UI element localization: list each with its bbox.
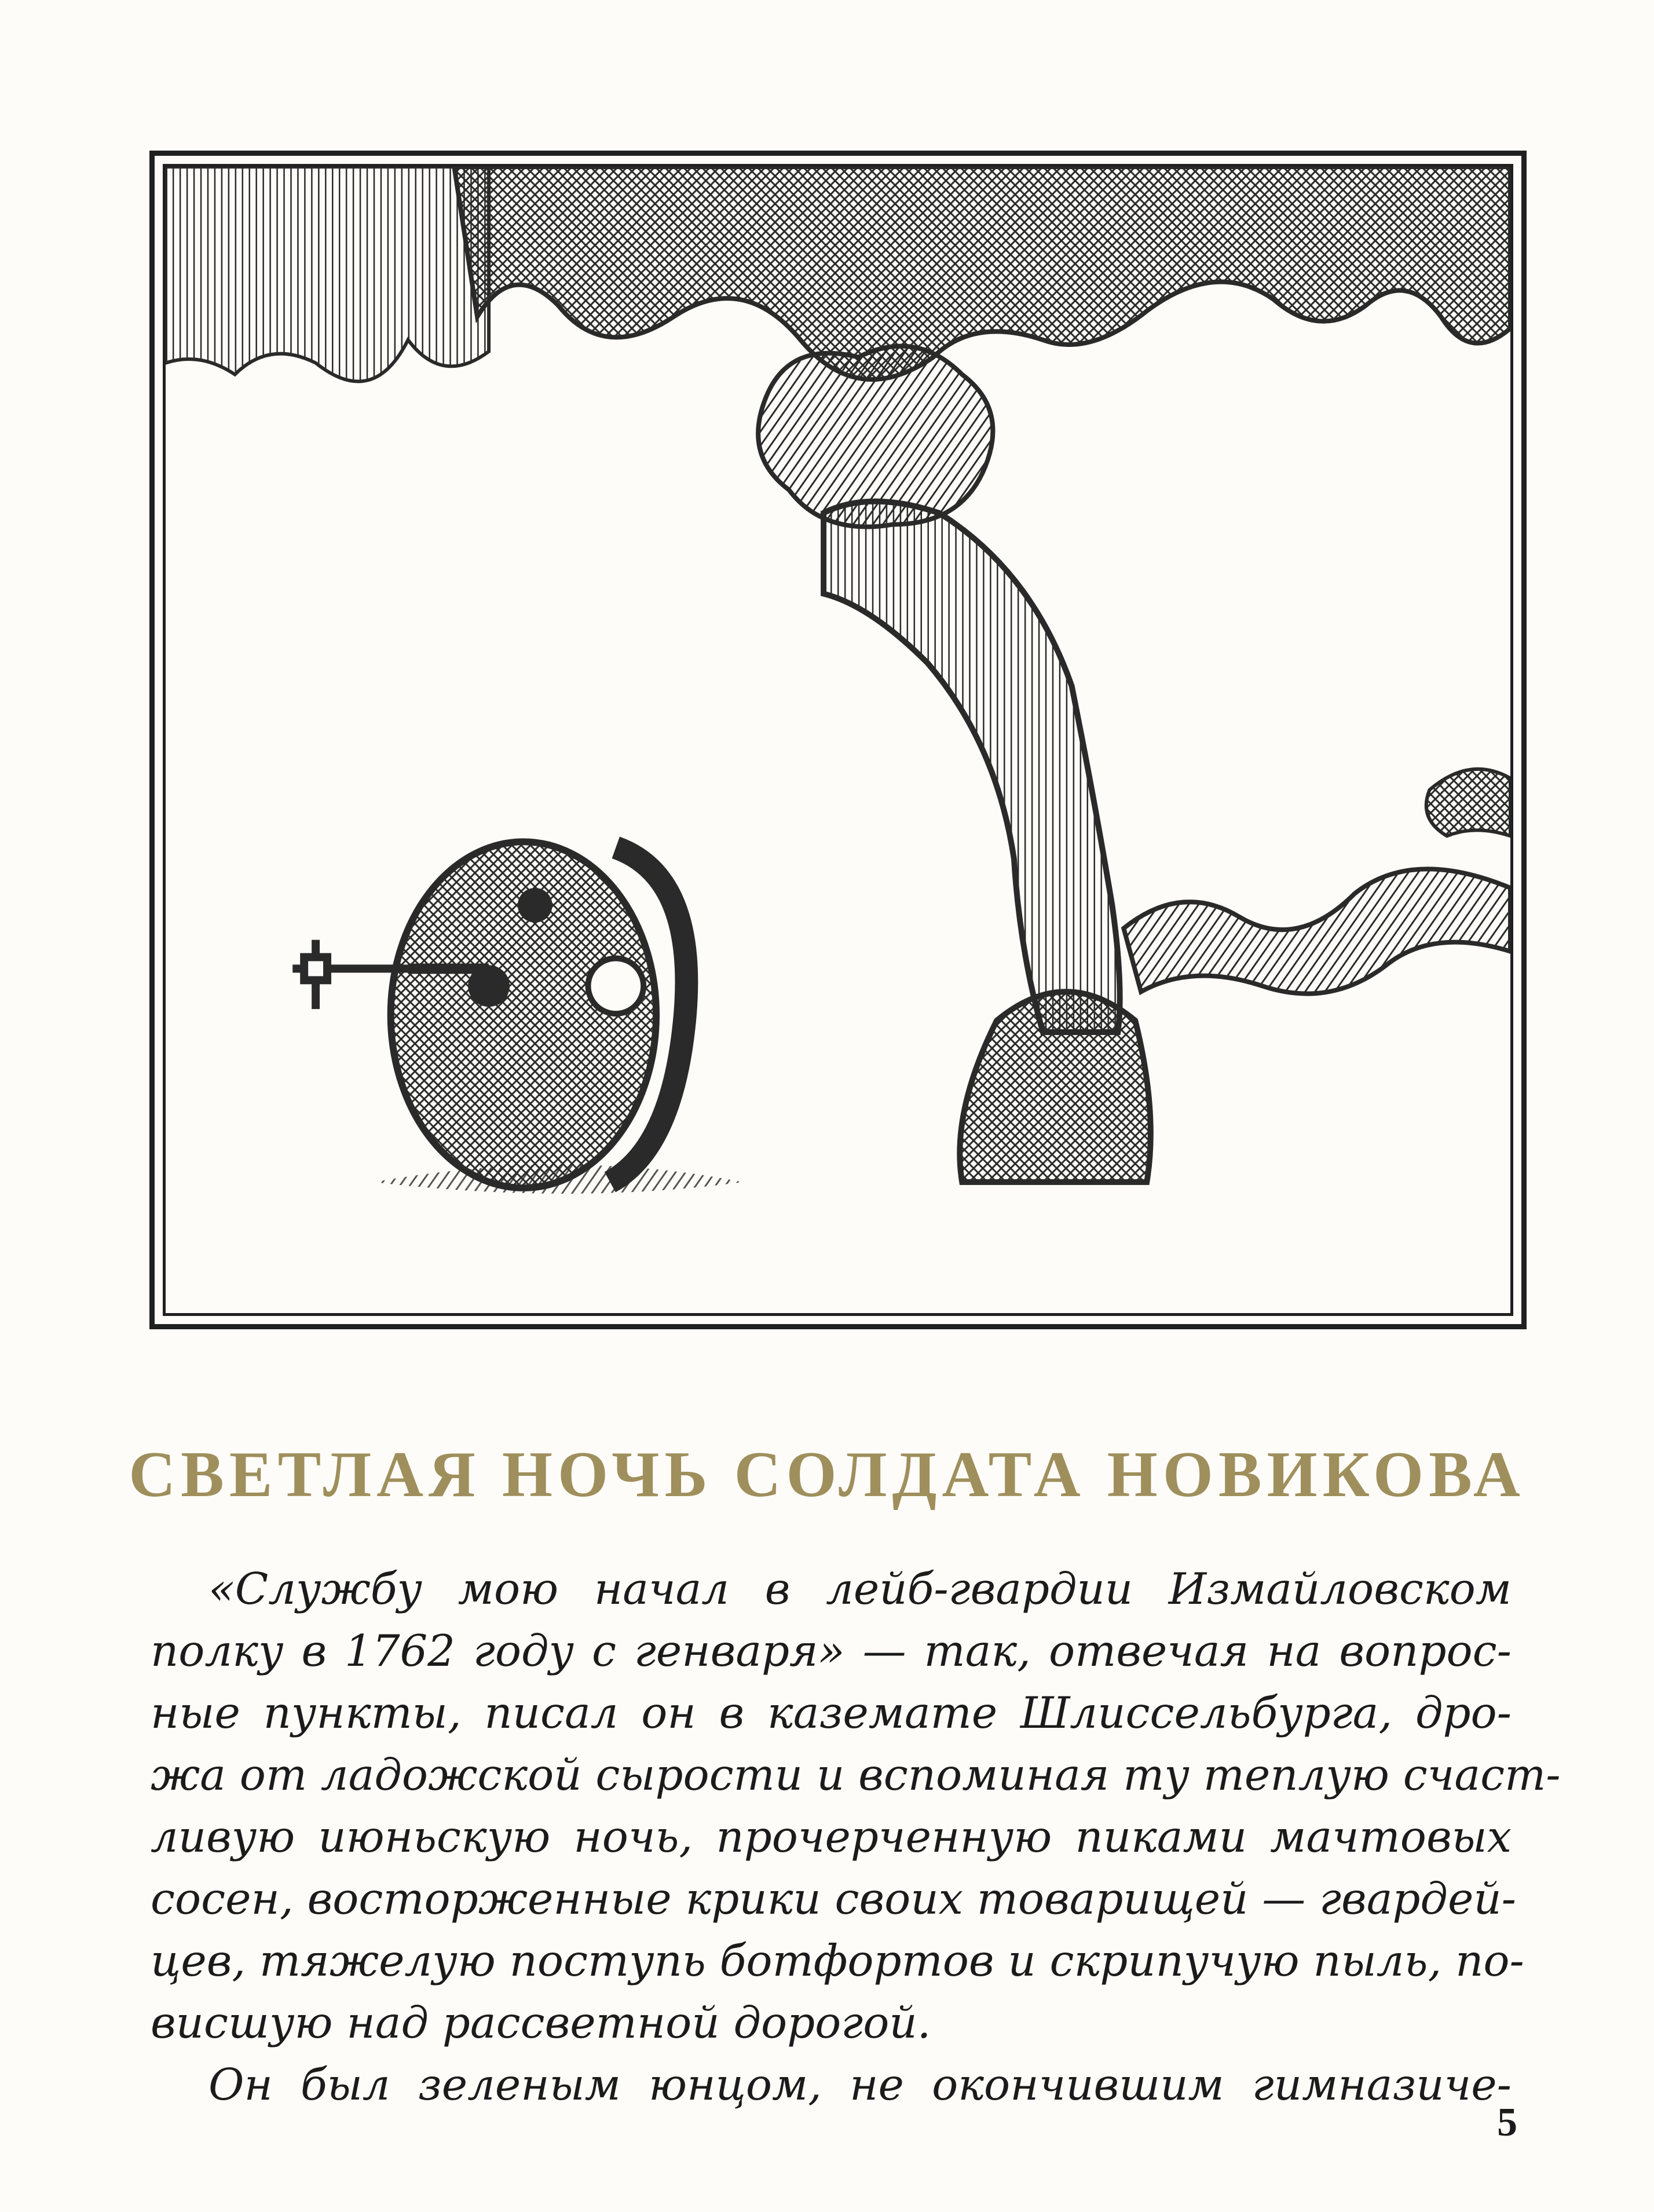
text-line: ливую июньскую ночь, прочерченную пиками мачтовых — [151, 1811, 1512, 1862]
crown-jewel-shape — [518, 888, 552, 923]
table-ornament-shape — [454, 167, 1510, 379]
text-line: полку в 1762 году с генваря» — так, отвечая на вопрос- — [151, 1625, 1512, 1676]
drapery-shape — [166, 167, 489, 382]
stretcher-shape — [1124, 869, 1510, 993]
body-text — [151, 1558, 1561, 2116]
text-line: ные пункты, писал он в каземате Шлиссельбурга, дро- — [151, 1687, 1512, 1738]
stretcher-scroll-shape — [1426, 769, 1510, 836]
table-foot-shape — [960, 992, 1151, 1182]
table-leg-shape — [824, 502, 1120, 1032]
engraving-illustration — [149, 151, 1527, 1329]
text-line: цев, тяжелую поступь ботфортов и скрипучую пыль, по- — [151, 1935, 1524, 1986]
engraving-inner-frame — [163, 164, 1513, 1316]
text-line: жа от ладожской сырости и вспоминая ту теплую счаст- — [151, 1749, 1561, 1800]
text-line: висшую над рассветной дорогой. — [151, 1997, 931, 2048]
text-line: сосен, восторженные крики своих товарищей — гвардей- — [151, 1873, 1516, 1924]
text-line: «Службу мою начал в лейб-гвардии Измайловском — [208, 1563, 1512, 1614]
page-number: 5 — [1497, 2100, 1517, 2145]
crown-jewel-shape — [588, 958, 643, 1014]
text-line: Он был зеленым юнцом, не окончившим гимназиче- — [208, 2059, 1512, 2110]
crown-and-table-engraving-icon — [166, 167, 1510, 1313]
chapter-title: СВЕТЛАЯ НОЧЬ СОЛДАТА НОВИКОВА — [129, 1439, 1525, 1511]
